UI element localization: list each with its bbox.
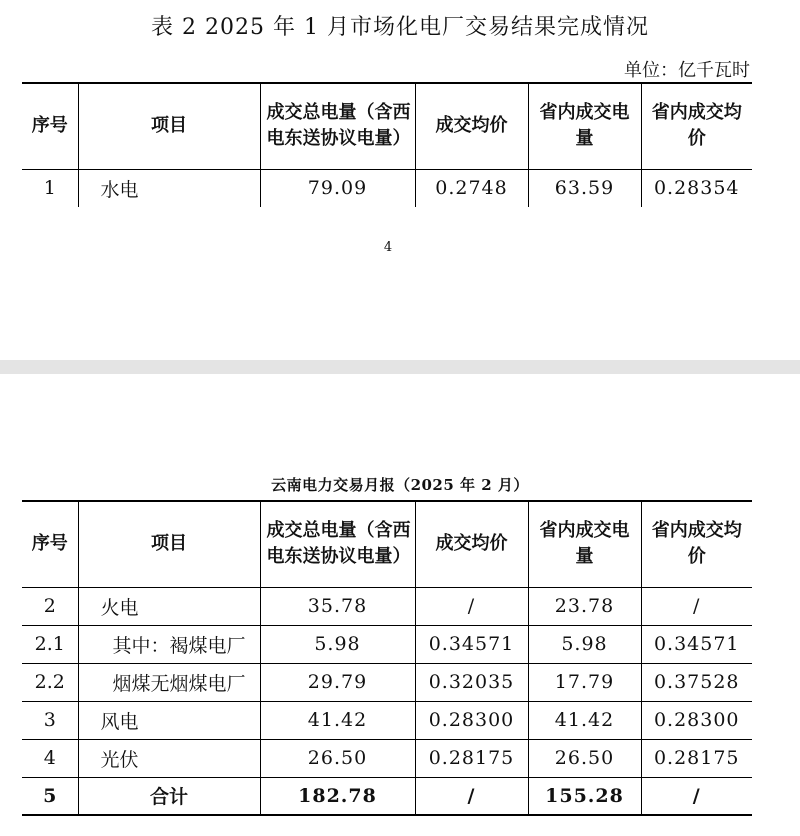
col-header-total-volume: 成交总电量（含西电东送协议电量） bbox=[260, 501, 415, 587]
table-row bbox=[22, 777, 752, 815]
cell-total-volume: 35.78 bbox=[260, 587, 415, 625]
cell-prov-volume: 155.28 bbox=[528, 777, 641, 815]
col-header-index: 序号 bbox=[22, 501, 78, 587]
cell-prov-price: 0.28354 bbox=[641, 169, 752, 207]
page-number: 4 bbox=[383, 240, 393, 255]
cell-index: 5 bbox=[22, 777, 78, 815]
cell-prov-price: 0.37528 bbox=[641, 663, 752, 701]
cell-total-volume: 79.09 bbox=[260, 169, 415, 207]
cell-prov-volume: 63.59 bbox=[528, 169, 641, 207]
cell-avg-price: / bbox=[415, 777, 528, 815]
table-title: 表 2 2025 年 1 月市场化电厂交易结果完成情况 bbox=[151, 15, 649, 40]
cell-item: 光伏 bbox=[78, 739, 260, 777]
cell-prov-price: 0.28175 bbox=[641, 739, 752, 777]
cell-index: 4 bbox=[22, 739, 78, 777]
cell-total-volume: 41.42 bbox=[260, 701, 415, 739]
cell-index: 3 bbox=[22, 701, 78, 739]
report-running-header: 云南电力交易月报（2025 年 2 月） bbox=[271, 476, 529, 494]
col-header-avg-price: 成交均价 bbox=[415, 83, 528, 169]
cell-item: 合计 bbox=[78, 777, 260, 815]
col-header-item: 项目 bbox=[78, 501, 260, 587]
cell-avg-price: 0.32035 bbox=[415, 663, 528, 701]
cell-index: 2.2 bbox=[22, 663, 78, 701]
col-header-prov-volume: 省内成交电量 bbox=[528, 83, 641, 169]
cell-item: 风电 bbox=[78, 701, 260, 739]
col-header-prov-price: 省内成交均价 bbox=[641, 501, 752, 587]
table-row bbox=[22, 701, 752, 739]
cell-index: 2 bbox=[22, 587, 78, 625]
cell-prov-volume: 5.98 bbox=[528, 625, 641, 663]
cell-total-volume: 29.79 bbox=[260, 663, 415, 701]
col-header-avg-price: 成交均价 bbox=[415, 501, 528, 587]
cell-item: 水电 bbox=[78, 169, 260, 207]
cell-prov-price: 0.28300 bbox=[641, 701, 752, 739]
col-header-item: 项目 bbox=[78, 83, 260, 169]
cell-prov-volume: 17.79 bbox=[528, 663, 641, 701]
page-separator bbox=[0, 360, 800, 374]
cell-index: 1 bbox=[22, 169, 78, 207]
unit-label: 单位：亿千瓦时 bbox=[624, 60, 750, 81]
cell-total-volume: 5.98 bbox=[260, 625, 415, 663]
cell-avg-price: 0.34571 bbox=[415, 625, 528, 663]
table-row bbox=[22, 587, 752, 625]
document-page-2 bbox=[0, 374, 800, 836]
cell-avg-price: 0.2748 bbox=[415, 169, 528, 207]
document-page-1 bbox=[0, 0, 800, 360]
cell-prov-price: / bbox=[641, 777, 752, 815]
cell-total-volume: 26.50 bbox=[260, 739, 415, 777]
col-header-prov-price: 省内成交均价 bbox=[641, 83, 752, 169]
cell-item: 火电 bbox=[78, 587, 260, 625]
table-header-row bbox=[22, 83, 752, 169]
cell-avg-price: / bbox=[415, 587, 528, 625]
table-row bbox=[22, 739, 752, 777]
results-table-part-2 bbox=[22, 500, 752, 816]
cell-avg-price: 0.28300 bbox=[415, 701, 528, 739]
results-table-part-1 bbox=[22, 82, 752, 207]
cell-index: 2.1 bbox=[22, 625, 78, 663]
cell-avg-price: 0.28175 bbox=[415, 739, 528, 777]
col-header-index: 序号 bbox=[22, 83, 78, 169]
table-row bbox=[22, 625, 752, 663]
cell-total-volume: 182.78 bbox=[260, 777, 415, 815]
cell-prov-price: / bbox=[641, 587, 752, 625]
col-header-total-volume: 成交总电量（含西电东送协议电量） bbox=[260, 83, 415, 169]
table-header-row bbox=[22, 501, 752, 587]
table-row bbox=[22, 663, 752, 701]
cell-prov-volume: 23.78 bbox=[528, 587, 641, 625]
cell-prov-volume: 26.50 bbox=[528, 739, 641, 777]
cell-item: 其中：褐煤电厂 bbox=[78, 625, 260, 663]
col-header-prov-volume: 省内成交电量 bbox=[528, 501, 641, 587]
cell-prov-price: 0.34571 bbox=[641, 625, 752, 663]
cell-item: 烟煤无烟煤电厂 bbox=[78, 663, 260, 701]
table-row bbox=[22, 169, 752, 207]
cell-prov-volume: 41.42 bbox=[528, 701, 641, 739]
